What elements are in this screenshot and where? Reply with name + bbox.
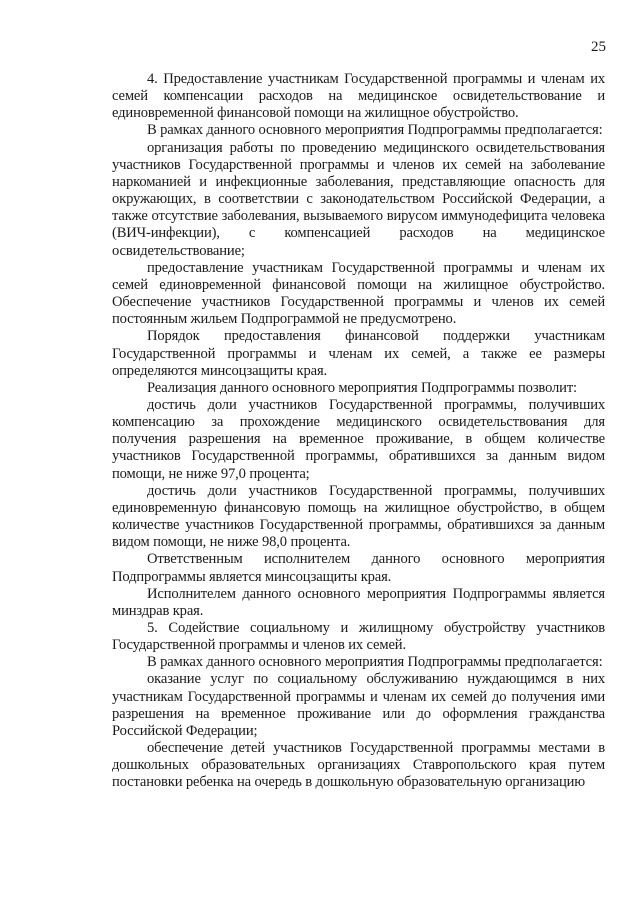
paragraph: Исполнителем данного основного мероприятия Подпрограммы является минздрав края. [112,585,605,619]
section-5-heading: 5. Содействие социальному и жилищному обустройству участников Государственной программы и членов их семей. [112,620,605,654]
paragraph: Реализация данного основного мероприятия Подпрограммы позволит: [147,379,577,396]
paragraph: В рамках данного основного мероприятия Подпрограммы предполагается: [147,654,603,671]
paragraph: предоставление участникам Государственной программы и членам их семей единовременной финансовой помощи на жилищное обустройство. Обеспечение участников Государственной программы и членов их семей постоянным жильем Подпрограммой не предусмотрено. [112,259,605,328]
page-number: 25 [591,39,606,55]
paragraph: обеспечение детей участников Государственной программы местами в дошкольных образовательных организациях Ставропольского края путем постановки ребенка на очередь в дошкольную образовательную организацию [112,740,605,791]
document-body [112,71,605,792]
paragraph: Порядок предоставления финансовой поддержки участникам Государственной программы и членам их семей, а также ее размеры определяются минсоцзащиты края. [112,328,605,379]
paragraph: оказание услуг по социальному обслуживанию нуждающимся в них участникам Государственной программы и членам их семей до получения ими разрешения на временное проживание или до оформления гражданства Российской Федерации; [112,671,605,739]
paragraph: достичь доли участников Государственной программы, получивших единовременную финансовую помощь на жилищное обустройство, в общем количестве участников Государственной программы, обратившихся за данным видом помощи, не ниже 98,0 процента. [112,482,605,551]
paragraph: В рамках данного основного мероприятия Подпрограммы предполагается: [147,122,603,139]
section-4-heading: 4. Предоставление участникам Государственной программы и членам их семей компенсации расходов на медицинское освидетельствование и единовременной финансовой помощи на жилищное обустройство. [112,71,605,122]
paragraph: организация работы по проведению медицинского освидетельствования участников Государственной программы и членов их семей на заболевание наркоманией и инфекционные заболевания, представляющие опасность для окружающих, в соответствии с законодательством Российской Федерации, а также отсутствие заболевания, вызываемого вирусом иммунодефицита человека (ВИЧ-инфекции), с компенсацией расходов на медицинское освидетельствование; [112,139,605,259]
paragraph: Ответственным исполнителем данного основного мероприятия Подпрограммы является минсоцзащиты края. [112,551,605,585]
paragraph: достичь доли участников Государственной программы, получивших компенсацию за прохождение медицинского освидетельствования для получения разрешения на временное проживание, в общем количестве участников Государственной программы, обратившихся за данным видом помощи, не ниже 97,0 процента; [112,396,605,482]
